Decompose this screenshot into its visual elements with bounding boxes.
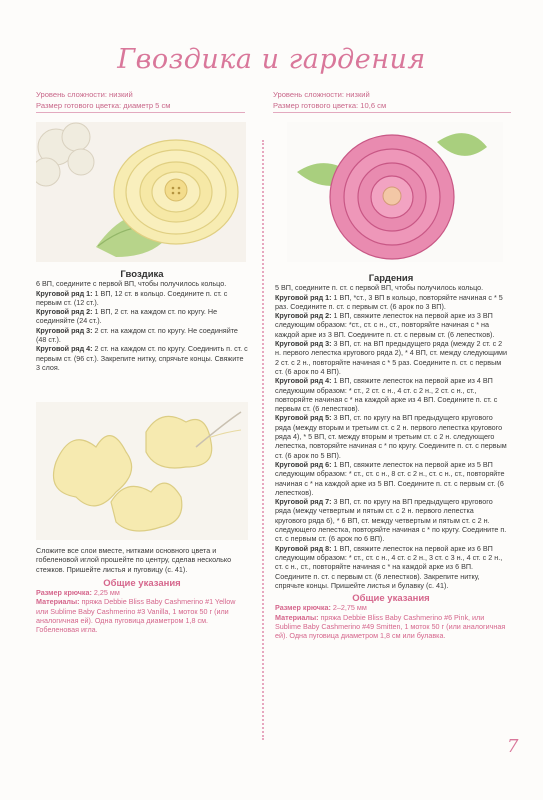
materials-value: пряжа Debbie Bliss Baby Cashmerino #1 Yellow или Sublime Baby Cashmerino #3 Vanilla, 1 моток 50 г (или аналогичная ей). Одна пуговица диаметром 1,8 см. Гобеленовая игла. bbox=[36, 597, 236, 635]
row-label: Круговой ряд 1: bbox=[36, 288, 93, 298]
carnation-materials bbox=[36, 597, 248, 634]
row-label: Круговой ряд 3: bbox=[275, 339, 332, 349]
carnation-general-heading: Общие указания bbox=[103, 577, 181, 589]
right-size: Размер готового цветка: 10,6 см bbox=[273, 101, 387, 110]
carnation-row-2 bbox=[36, 307, 248, 326]
page-title: Гвоздика и гардения bbox=[117, 44, 426, 75]
carnation-section bbox=[36, 270, 248, 372]
materials-label: Материалы: bbox=[275, 612, 319, 622]
left-difficulty: Уровень сложности: низкий bbox=[36, 90, 133, 99]
hook-value: 2–2,75 мм bbox=[330, 603, 367, 613]
carnation-row-3 bbox=[36, 326, 248, 345]
gardenia-row-8 bbox=[275, 544, 507, 590]
gardenia-general-heading: Общие указания bbox=[352, 593, 430, 605]
carnation-photo bbox=[36, 122, 246, 262]
row-text: 1 ВП, свяжите лепесток на первой арке из 6 ВП следующим образом: * ст., ст. с н., 4 ст. с 2 н., 3 ст. с 3 н., 4 ст. с 2 н., ст. с н., ст., повторяйте начиная с * на каждой арке из 6 ВП. Соедините п. ст. с первым ст. (6 лепестков). Закрепите нитку, спрячьте концы. Пришейте листья и булавку (с. 41). bbox=[275, 543, 503, 590]
hook-label: Размер крючка: bbox=[36, 588, 92, 598]
gardenia-intro: 5 ВП, соедините п. ст. с первой ВП, чтобы получилось кольцо. bbox=[275, 283, 484, 293]
row-text: 3 ВП, ст. по кругу на ВП предыдущего кругового ряда (между четвертым и пятым ст. с 2 н. первого лепестка кругового ряда 6), * 6 ВП, ст. между четвертым и пятым ст. с 2 н. следующего лепестка, повторяйте начиная с * по кругу. Соедините п. ст. с первым ст. (6 арок по 6 ВП). bbox=[275, 497, 507, 544]
carnation-row-1 bbox=[36, 289, 248, 308]
carnation-heading: Гвоздика bbox=[120, 269, 164, 280]
row-text: 2 ст. на каждом ст. по кругу. Соединить п. ст. с первым ст. (96 ст.). Закрепите нитку, спрячьте концы. Свяжите 3 слоя. bbox=[36, 344, 248, 372]
row-label: Круговой ряд 4: bbox=[36, 344, 93, 354]
gardenia-hook bbox=[275, 603, 507, 612]
row-text: 1 ВП, 2 ст. на каждом ст. по кругу. Не соединяйте (24 ст.). bbox=[36, 307, 218, 326]
row-label: Круговой ряд 6: bbox=[275, 459, 332, 469]
row-text: 3 ВП, ст. по кругу на ВП предыдущего кругового ряда (между вторым и третьим ст. с 2 н. первого лепестка кругового ряда 4), * 5 ВП, ст. между вторым и третьим ст. с 2 н. следующего лепестка, повторяйте начиная с * по кругу. Соедините п. ст. с первым ст. (6 арок по 5 ВП). bbox=[275, 413, 507, 460]
carnation-hook bbox=[36, 588, 248, 597]
gardenia-row-7 bbox=[275, 497, 507, 543]
carnation-assembly: Сложите все слои вместе, нитками основного цвета и гобеленовой иглой прошейте по центру, сделав несколько стежков. Пришейте листья и пуговицу (с. 41). bbox=[36, 546, 232, 574]
row-text: 1 ВП, свяжите лепесток на первой арке из 4 ВП следующим образом: * ст., 2 ст. с н., 4 ст. с 2 н., 2 ст. с н., ст., повторяйте начиная с * на каждой арке из 4 ВП. Соедините п. ст. с первым ст. (6 лепестков). bbox=[275, 376, 498, 414]
gardenia-row-3 bbox=[275, 339, 507, 376]
left-meta bbox=[36, 89, 171, 111]
gardenia-row-2 bbox=[275, 311, 507, 339]
gardenia-heading: Гардения bbox=[368, 273, 414, 284]
row-text: 3 ВП, ст. на ВП предыдущего ряда (между 2 ст. с 2 н. первого лепестка кругового ряда 2), * 4 ВП, ст. между следующими 2 ст. с 2 н., повторяйте начиная с * 5 раз. Соедините п. ст. с первым ст. (6 арок по 4 ВП). bbox=[275, 339, 507, 376]
row-text: 1 ВП, свяжите лепесток на первой арке из 3 ВП следующим образом: *ст., ст. с н., ст., повторяйте начиная с * на каждой арке из 3 ВП. Соедините п. ст. с первым ст. (6 лепестков). bbox=[275, 311, 495, 339]
carnation-layers-photo bbox=[36, 402, 248, 540]
row-label: Круговой ряд 8: bbox=[275, 543, 332, 553]
hook-label: Размер крючка: bbox=[275, 603, 331, 613]
column-divider bbox=[262, 140, 264, 740]
row-text: 1 ВП, 12 ст. в кольцо. Соедините п. ст. с первым ст. (12 ст.). bbox=[36, 288, 228, 307]
row-label: Круговой ряд 1: bbox=[275, 292, 332, 302]
row-label: Круговой ряд 2: bbox=[275, 311, 332, 321]
materials-value: пряжа Debbie Bliss Baby Cashmerino #6 Pink, или Sublime Baby Cashmerino #49 Smitten, 1 моток 50 г (или аналогичная ей). Одна пуговица диаметром 1,8 см или булавка. bbox=[275, 612, 506, 641]
row-label: Круговой ряд 7: bbox=[275, 497, 332, 507]
left-size: Размер готового цветка: диаметр 5 см bbox=[36, 101, 171, 110]
row-text: 1 ВП, свяжите лепесток на первой арке из 5 ВП следующим образом: * ст., ст. с н., 8 ст. с 2 н., ст. с н., ст., повторяйте начиная с * на каждой арке из 5 ВП. Соедините п. ст. с первым ст. (6 лепестков). bbox=[275, 459, 505, 497]
row-label: Круговой ряд 3: bbox=[36, 325, 93, 335]
hook-value: 2,25 мм bbox=[91, 588, 120, 598]
row-label: Круговой ряд 4: bbox=[275, 376, 332, 386]
gardenia-row-6 bbox=[275, 460, 507, 497]
gardenia-section bbox=[275, 274, 507, 641]
left-divider bbox=[36, 112, 245, 113]
gardenia-materials bbox=[275, 613, 507, 641]
row-text: 1 ВП, *ст., 3 ВП в кольцо, повторяйте начиная с * 5 раз. Соедините п. ст. с первым ст. (6 арок по 3 ВП). bbox=[275, 292, 503, 311]
gardenia-row-4 bbox=[275, 376, 507, 413]
row-text: 2 ст. на каждом ст. по кругу. Не соединяйте (48 ст.). bbox=[36, 325, 238, 345]
right-meta bbox=[273, 89, 386, 111]
gardenia-row-5 bbox=[275, 413, 507, 459]
carnation-intro: 6 ВП, соедините с первой ВП, чтобы получилось кольцо. bbox=[36, 279, 227, 289]
right-divider bbox=[273, 112, 511, 113]
page-number: 7 bbox=[507, 736, 519, 757]
gardenia-row-1 bbox=[275, 293, 507, 312]
row-label: Круговой ряд 5: bbox=[275, 413, 332, 423]
row-label: Круговой ряд 2: bbox=[36, 307, 93, 317]
right-difficulty: Уровень сложности: низкий bbox=[273, 90, 370, 99]
gardenia-photo bbox=[287, 122, 503, 262]
carnation-row-4 bbox=[36, 344, 248, 372]
materials-label: Материалы: bbox=[36, 597, 80, 607]
carnation-bottom bbox=[36, 546, 248, 635]
